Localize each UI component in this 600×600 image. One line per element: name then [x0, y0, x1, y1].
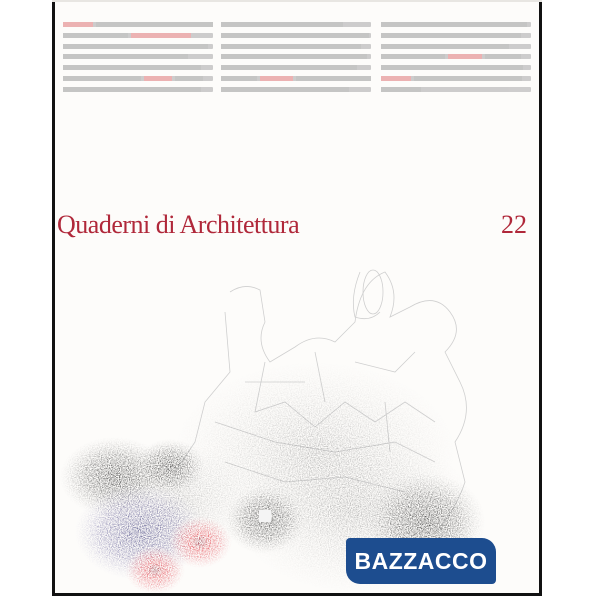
journal-title: Quaderni di Architettura [57, 210, 300, 239]
text-line [221, 33, 371, 38]
text-column-3 [381, 22, 531, 98]
book-cover [52, 2, 542, 596]
text-line [381, 65, 531, 70]
text-column-2 [221, 22, 371, 98]
issue-number: 22 [501, 210, 527, 239]
text-line [63, 65, 213, 70]
bazzacco-logo-badge [346, 538, 496, 584]
text-line [63, 44, 213, 49]
text-line [63, 76, 213, 81]
text-line [63, 87, 213, 92]
cluster-core [259, 510, 271, 522]
text-line [221, 76, 371, 81]
text-line [381, 33, 531, 38]
text-line [381, 87, 531, 92]
text-line [63, 22, 213, 27]
text-line [381, 76, 531, 81]
text-line [63, 33, 213, 38]
text-line [381, 54, 531, 59]
text-line [381, 44, 531, 49]
text-line [221, 44, 371, 49]
text-line [381, 22, 531, 27]
badge-label: BAZZACCO [354, 547, 488, 574]
text-line [221, 54, 371, 59]
text-line [221, 22, 371, 27]
text-line [221, 65, 371, 70]
text-line [63, 54, 213, 59]
text-line [221, 87, 371, 92]
text-column-1 [63, 22, 213, 98]
